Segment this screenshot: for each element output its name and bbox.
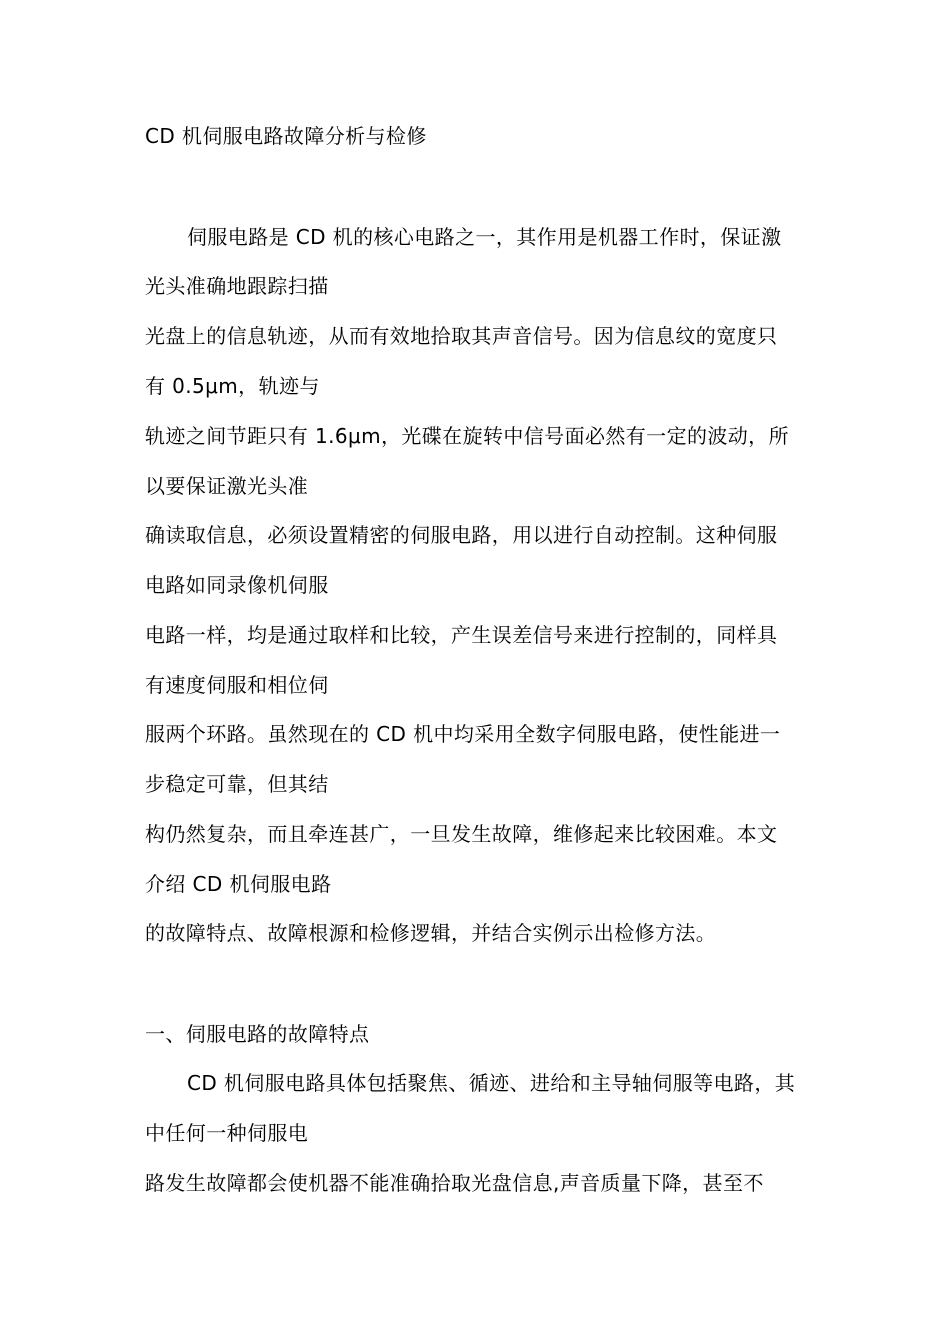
document-title: CD 机伺服电路故障分析与检修: [145, 124, 427, 148]
intro-line-7: 确读取信息，必须设置精密的伺服电路，用以进行自动控制。这种伺服: [145, 523, 778, 547]
intro-line-3: 光盘上的信息轨迹，从而有效地拾取其声音信号。因为信息纹的宽度只: [145, 324, 778, 348]
section1-line-1: CD 机伺服电路具体包括聚焦、循迹、进给和主导轴伺服等电路，其: [187, 1071, 796, 1095]
intro-line-5: 轨迹之间节距只有 1.6μm，光碟在旋转中信号面必然有一定的波动，所: [145, 424, 789, 448]
section1-heading: 一、伺服电路的故障特点: [145, 1022, 370, 1046]
section1-line-2: 中任何一种伺服电: [145, 1121, 309, 1145]
intro-line-8: 电路如同录像机伺服: [145, 573, 329, 597]
intro-line-13: 构仍然复杂，而且牵连甚广，一旦发生故障，维修起来比较困难。本文: [145, 822, 778, 846]
intro-line-6: 以要保证激光头准: [145, 474, 309, 498]
intro-line-12: 步稳定可靠，但其结: [145, 772, 329, 796]
intro-line-11: 服两个环路。虽然现在的 CD 机中均采用全数字伺服电路，使性能进一: [145, 722, 781, 746]
intro-line-1: 伺服电路是 CD 机的核心电路之一，其作用是机器工作时，保证激: [187, 225, 782, 249]
section1-line-3: 路发生故障都会使机器不能准确拾取光盘信息,声音质量下降，甚至不: [145, 1171, 764, 1195]
intro-line-15: 的故障特点、故障根源和检修逻辑，并结合实例示出检修方法。: [145, 921, 717, 945]
intro-line-4: 有 0.5μm，轨迹与: [145, 374, 320, 398]
intro-line-10: 有速度伺服和相位伺: [145, 673, 329, 697]
intro-line-14: 介绍 CD 机伺服电路: [145, 872, 332, 896]
intro-line-9: 电路一样，均是通过取样和比较，产生误差信号来进行控制的，同样具: [145, 623, 778, 647]
intro-line-2: 光头准确地跟踪扫描: [145, 274, 329, 298]
